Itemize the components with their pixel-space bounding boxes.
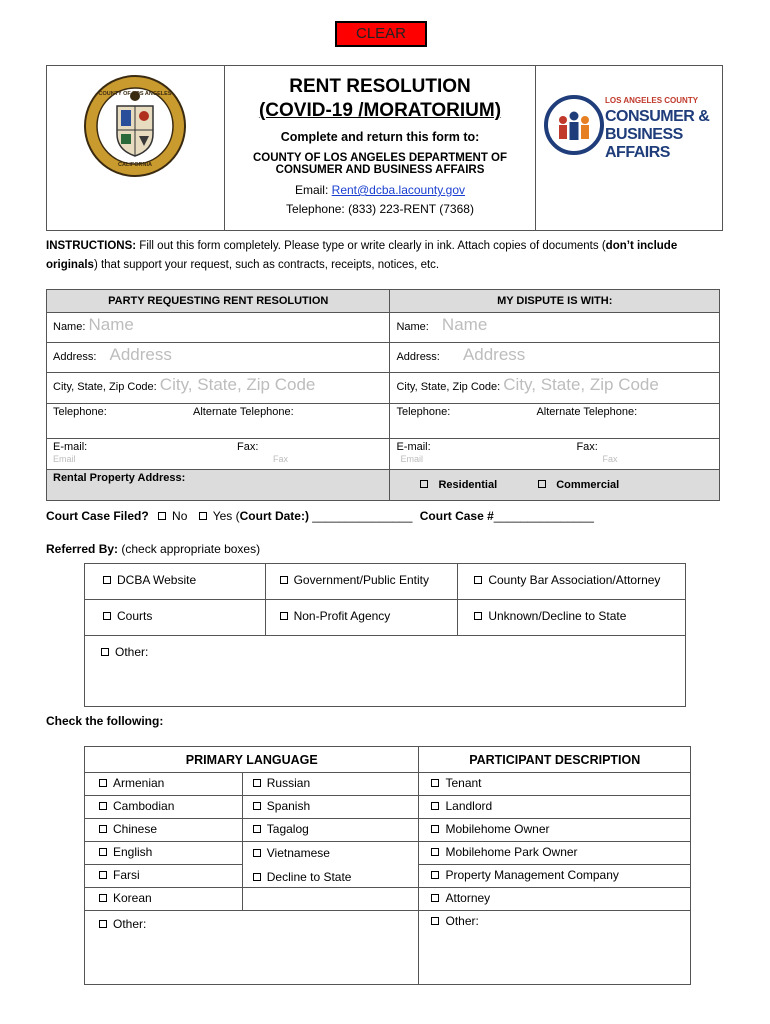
ref-government[interactable]: Government/Public Entity — [265, 564, 458, 600]
participant-description-header: PARTICIPANT DESCRIPTION — [419, 747, 691, 773]
email-link[interactable]: Rent@dcba.lacounty.gov — [331, 183, 466, 197]
org-line1: COUNTY OF LOS ANGELES DEPARTMENT OF — [252, 152, 508, 164]
lang-other[interactable]: Other: — [85, 911, 419, 985]
residential-checkbox[interactable]: Residential — [420, 479, 497, 491]
divider — [535, 66, 536, 230]
respondent-city-field[interactable]: City, State, Zip Code: City, State, Zip Code — [390, 373, 720, 404]
logo-line2: BUSINESS AFFAIRS — [605, 126, 683, 161]
respondent-name-field[interactable]: Name: Name — [390, 313, 720, 343]
ref-unknown[interactable]: Unknown/Decline to State — [458, 600, 686, 636]
lang-decline[interactable]: Decline to State — [253, 870, 419, 884]
name-placeholder: Name — [88, 315, 134, 334]
dispute-with-header: MY DISPUTE IS WITH: — [390, 290, 720, 313]
participant-tenant[interactable]: Tenant — [419, 773, 691, 796]
telephone-text: Telephone: (833) 223-RENT (7368) — [286, 202, 474, 216]
form-title-line1: RENT RESOLUTION — [289, 76, 471, 97]
clear-button[interactable]: CLEAR — [335, 21, 427, 47]
lang-armenian[interactable]: Armenian — [85, 773, 243, 796]
logo-line1: CONSUMER & — [605, 108, 710, 125]
party-table — [46, 289, 720, 501]
lang-english[interactable]: English — [85, 842, 243, 865]
participant-property-management[interactable]: Property Management Company — [419, 865, 691, 888]
respondent-address-field[interactable]: Address: Address — [390, 343, 720, 373]
participant-landlord[interactable]: Landlord — [419, 796, 691, 819]
language-participant-table — [84, 746, 691, 985]
lang-cambodian[interactable]: Cambodian — [85, 796, 243, 819]
seal-bottom-text: CALIFORNIA — [118, 162, 152, 168]
participant-attorney[interactable]: Attorney — [419, 888, 691, 911]
form-header — [46, 65, 723, 231]
dcba-logo — [543, 90, 721, 160]
requester-name-field[interactable]: Name: Name — [47, 313, 390, 343]
lang-russian[interactable]: Russian — [242, 773, 419, 796]
court-yes-checkbox[interactable]: Yes ( — [199, 509, 240, 523]
referred-by-table — [84, 563, 686, 707]
name-placeholder: Name — [441, 315, 488, 334]
court-no-checkbox[interactable]: No — [158, 509, 187, 523]
court-case-line: Court Case Filed? No Yes (Court Date:) _______________ Court Case #_______________ — [46, 509, 594, 523]
lang-vietnamese[interactable]: Vietnamese — [253, 846, 419, 860]
check-following-label: Check the following: — [46, 714, 164, 728]
court-case-number-input[interactable]: _______________ — [493, 509, 594, 523]
seal-top-text: COUNTY OF LOS ANGELES — [98, 91, 172, 97]
referred-by-label: Referred By: (check appropriate boxes) — [46, 542, 261, 556]
party-requesting-header: PARTY REQUESTING RENT RESOLUTION — [47, 290, 390, 313]
lang-farsi[interactable]: Farsi — [85, 865, 243, 888]
primary-language-header: PRIMARY LANGUAGE — [85, 747, 419, 773]
respondent-telephone-field[interactable]: Telephone: Alternate Telephone: — [390, 404, 720, 439]
logo-county-text: LOS ANGELES COUNTY — [605, 96, 699, 105]
ref-courts[interactable]: Courts — [85, 600, 266, 636]
requester-email-fax-field[interactable]: E-mail: Fax: Email Fax — [47, 439, 390, 470]
instructions: INSTRUCTIONS: Fill out this form completely. Please type or write clearly in ink. Attach copies of documents (don’t include originals) that support your request, such as contracts, receipts, notices, etc. — [46, 240, 678, 271]
property-type — [390, 470, 720, 501]
participant-mobilehome-owner[interactable]: Mobilehome Owner — [419, 819, 691, 842]
county-seal-logo — [83, 74, 187, 178]
lang-tagalog[interactable]: Tagalog — [242, 819, 419, 842]
requester-address-field[interactable]: Address: Address — [47, 343, 390, 373]
participant-park-owner[interactable]: Mobilehome Park Owner — [419, 842, 691, 865]
court-date-input[interactable]: _______________ — [312, 509, 413, 523]
rental-property-address-field[interactable]: Rental Property Address: — [47, 470, 390, 501]
ref-dcba-website[interactable]: DCBA Website — [85, 564, 266, 600]
lang-chinese[interactable]: Chinese — [85, 819, 243, 842]
lang-spanish[interactable]: Spanish — [242, 796, 419, 819]
return-instruction: Complete and return this form to: — [280, 130, 480, 144]
ref-other[interactable]: Other: — [85, 636, 686, 707]
requester-telephone-field[interactable]: Telephone: Alternate Telephone: — [47, 404, 390, 439]
ref-county-bar[interactable]: County Bar Association/Attorney — [458, 564, 686, 600]
lang-korean[interactable]: Korean — [85, 888, 243, 911]
org-line2: CONSUMER AND BUSINESS AFFAIRS — [275, 164, 485, 176]
email-label: Email: — [294, 183, 329, 197]
participant-other[interactable]: Other: — [419, 911, 691, 985]
form-title-line2: (COVID-19 /MORATORIUM) — [258, 100, 502, 121]
ref-non-profit[interactable]: Non-Profit Agency — [265, 600, 458, 636]
respondent-email-fax-field[interactable]: E-mail: Fax: Email Fax — [390, 439, 720, 470]
commercial-checkbox[interactable]: Commercial — [538, 479, 619, 491]
requester-city-field[interactable]: City, State, Zip Code: City, State, Zip Code — [47, 373, 390, 404]
instructions-label: INSTRUCTIONS: — [46, 240, 137, 252]
